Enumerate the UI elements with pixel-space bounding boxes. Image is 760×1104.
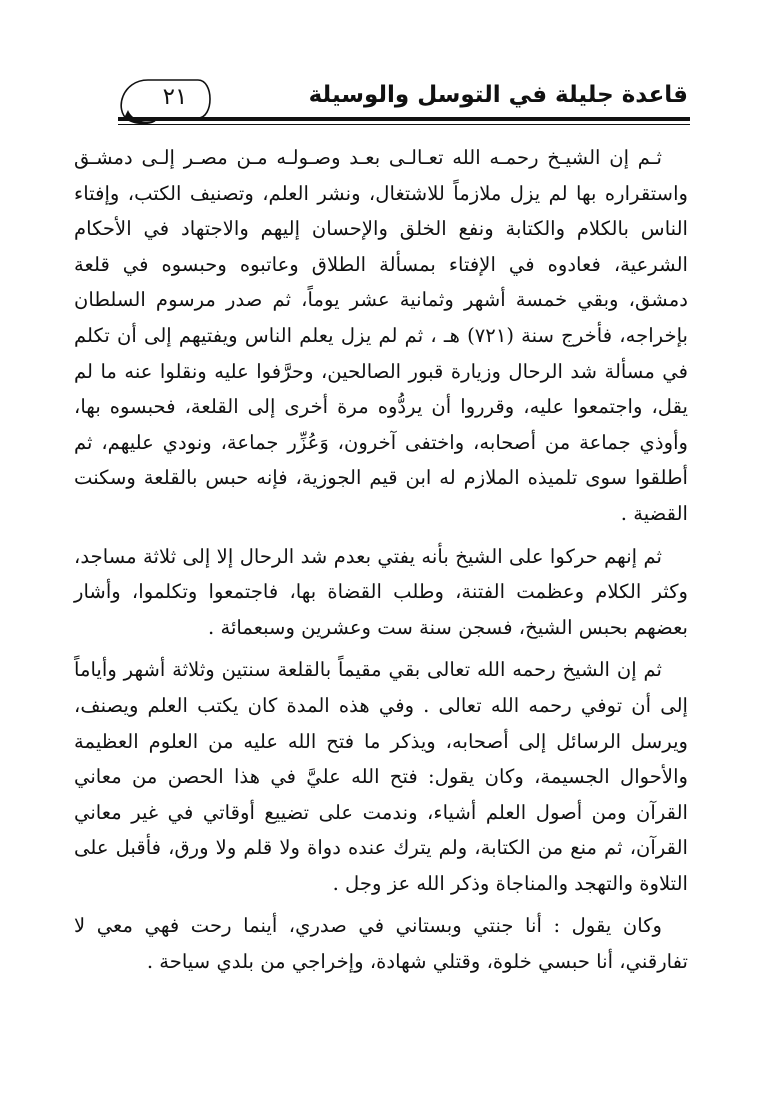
page-header <box>0 0 760 135</box>
paragraph: ثـم إن الشيـخ رحمـه الله تعـالـى بعـد وصـولـه مـن مصـر إلـى دمشـق واستقراره بها لم يزل ملازماً للاشتغال، ونشر العلم، وتصنيف الكتب، وإفتاء الناس بالكلام والكتابة ونفع الخلق والإحسان إليهم والاجتهاد في الأحكام الشرعية، فعادوه في الإفتاء بمسألة الطلاق وعاتبوه وحبسوه في قلعة دمشق، وبقي خمسة أشهر وثمانية عشر يوماً، ثم صدر مرسوم السلطان بإخراجه، فأخرج سنة (٧٢١) هـ ، ثم لم يزل يعلم الناس ويفتيهم إلى أن تكلم في مسألة شد الرحال وزيارة قبور الصالحين، وحرَّفوا عليه ونقلوا عنه ما لم يقل، واجتمعوا عليه، وقرروا أن يردُّوه مرة أخرى إلى القلعة، فحبسوه بها، وأوذي جماعة من أصحابه، واختفى آخرون، وَعُزِّر جماعة، ونودي عليهم، ثم أطلقوا سوى تلميذه الملازم له ابن قيم الجوزية، فإنه حبس بالقلعة وسكنت القضية . <box>74 146 688 525</box>
book-title: قاعدة جليلة في التوسل والوسيلة <box>308 82 688 108</box>
header-rule-thick <box>118 117 690 121</box>
paragraph: وكان يقول : أنا جنتي وبستاني في صدري، أينما رحت فهي معي لا تفارقني، أنا حبسي خلوة، وقتلي شهادة، وإخراجي من بلدي سياحة . <box>74 914 688 974</box>
paragraph: ثم إنهم حركوا على الشيخ بأنه يفتي بعدم شد الرحال إلا إلى ثلاثة مساجد، وكثر الكلام وعظمت الفتنة، وطلب القضاة بها، فاجتمعوا وتكلموا، وأشار بعضهم بحبس الشيخ، فسجن سنة ست وعشرين وسبعمائة . <box>74 544 688 639</box>
page-number: ٢١ <box>162 84 188 110</box>
body-text <box>74 140 688 987</box>
paragraph: ثم إن الشيخ رحمه الله تعالى بقي مقيماً بالقلعة سنتين وثلاثة أشهر وأياماً إلى أن توفي رحمه الله تعالى . وفي هذه المدة كان يكتب العلم ويصنف، ويرسل الرسائل إلى أصحابه، ويذكر ما فتح الله عليه من العلوم العظيمة والأحوال الجسيمة، وكان يقول: فتح الله عليَّ في هذا الحصن من معاني القرآن ومن أصول العلم أشياء، وندمت على تضييع أوقاتي في غير معاني القرآن، ثم منع من الكتابة، ولم يترك عنده دواة ولا قلم ولا ورق، فأقبل على التلاوة والتهجد والمناجاة وذكر الله عز وجل . <box>74 658 688 895</box>
header-rule-thin <box>118 124 690 125</box>
